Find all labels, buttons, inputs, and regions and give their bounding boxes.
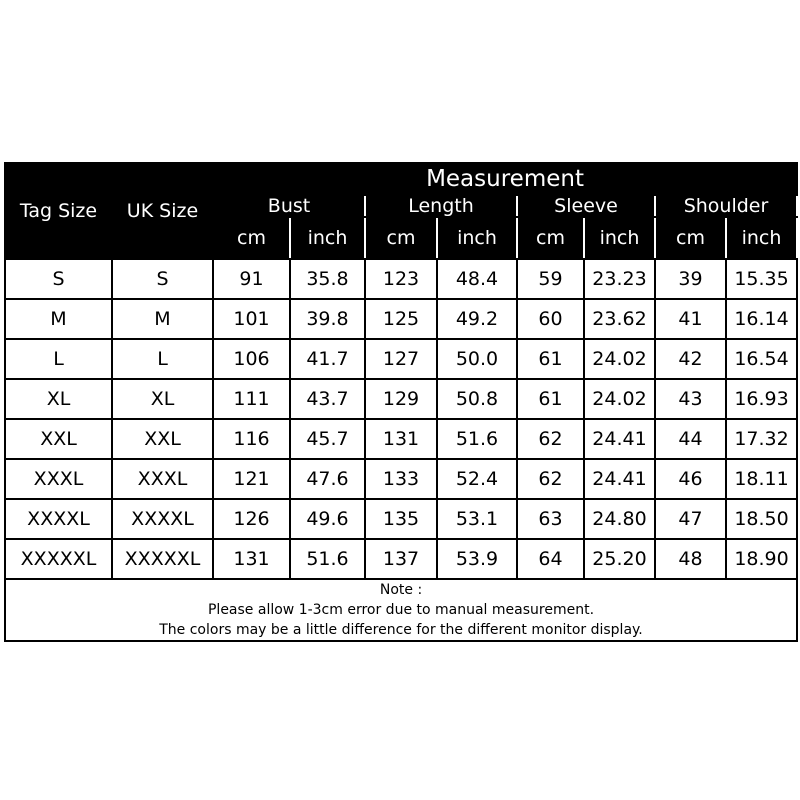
- length-header: Length: [365, 195, 517, 217]
- note-row: [5, 579, 797, 641]
- unit-header: cm: [655, 217, 726, 259]
- tag-size-header: Tag Size: [5, 163, 112, 259]
- shoulder-header: Shoulder: [655, 195, 797, 217]
- note-cell: [5, 579, 797, 641]
- measurement-cell: 125: [365, 299, 437, 339]
- table-row: [5, 259, 797, 299]
- measurement-cell: 47.6: [290, 459, 365, 499]
- bust-header: Bust: [213, 195, 365, 217]
- tag-size-cell: S: [5, 259, 112, 299]
- measurement-cell: 63: [517, 499, 584, 539]
- measurement-cell: 35.8: [290, 259, 365, 299]
- measurement-cell: 61: [517, 339, 584, 379]
- measurement-cell: 129: [365, 379, 437, 419]
- uk-size-cell: XXXL: [112, 459, 213, 499]
- measurement-cell: 131: [213, 539, 290, 579]
- unit-header: inch: [726, 217, 797, 259]
- table-row: [5, 459, 797, 499]
- measurement-cell: 126: [213, 499, 290, 539]
- size-chart: [4, 162, 796, 661]
- measurement-cell: 18.50: [726, 499, 797, 539]
- tag-size-cell: XXXXXL: [5, 539, 112, 579]
- measurement-cell: 91: [213, 259, 290, 299]
- size-table: [4, 162, 798, 642]
- measurement-cell: 49.6: [290, 499, 365, 539]
- measurement-cell: 111: [213, 379, 290, 419]
- measurement-cell: 50.0: [437, 339, 517, 379]
- tag-size-cell: M: [5, 299, 112, 339]
- unit-header: inch: [584, 217, 655, 259]
- measurement-cell: 43: [655, 379, 726, 419]
- measurement-cell: 135: [365, 499, 437, 539]
- measurement-cell: 41.7: [290, 339, 365, 379]
- table-body: [5, 259, 797, 579]
- measurement-cell: 47: [655, 499, 726, 539]
- measurement-cell: 16.14: [726, 299, 797, 339]
- unit-header: cm: [365, 217, 437, 259]
- measurement-cell: 50.8: [437, 379, 517, 419]
- measurement-cell: 39.8: [290, 299, 365, 339]
- unit-header: cm: [213, 217, 290, 259]
- measurement-cell: 59: [517, 259, 584, 299]
- measurement-cell: 44: [655, 419, 726, 459]
- note-line: Please allow 1-3cm error due to manual measurement.: [207, 602, 595, 618]
- measurement-cell: 16.54: [726, 339, 797, 379]
- measurement-cell: 116: [213, 419, 290, 459]
- table-row: [5, 419, 797, 459]
- measurement-cell: 43.7: [290, 379, 365, 419]
- unit-header: inch: [290, 217, 365, 259]
- measurement-cell: 17.32: [726, 419, 797, 459]
- measurement-cell: 39: [655, 259, 726, 299]
- measurement-cell: 62: [517, 459, 584, 499]
- measurement-cell: 62: [517, 419, 584, 459]
- uk-size-cell: M: [112, 299, 213, 339]
- measurement-cell: 133: [365, 459, 437, 499]
- note-title: Note :: [379, 582, 423, 598]
- tag-size-cell: L: [5, 339, 112, 379]
- measurement-cell: 127: [365, 339, 437, 379]
- measurement-cell: 53.9: [437, 539, 517, 579]
- measurement-cell: 101: [213, 299, 290, 339]
- table-row: [5, 379, 797, 419]
- measurement-cell: 137: [365, 539, 437, 579]
- measurement-cell: 25.20: [584, 539, 655, 579]
- measurement-cell: 15.35: [726, 259, 797, 299]
- measurement-cell: 106: [213, 339, 290, 379]
- measurement-cell: 52.4: [437, 459, 517, 499]
- measurement-cell: 24.80: [584, 499, 655, 539]
- table-row: [5, 299, 797, 339]
- measurement-cell: 24.41: [584, 419, 655, 459]
- tag-size-cell: XXXL: [5, 459, 112, 499]
- measurement-cell: 51.6: [290, 539, 365, 579]
- header-row-measurement: [5, 163, 797, 195]
- table-row: [5, 539, 797, 579]
- measurement-cell: 41: [655, 299, 726, 339]
- measurement-cell: 61: [517, 379, 584, 419]
- note-line: The colors may be a little difference for the different monitor display.: [159, 622, 643, 638]
- uk-size-cell: L: [112, 339, 213, 379]
- table-row: [5, 499, 797, 539]
- measurement-cell: 24.02: [584, 339, 655, 379]
- measurement-cell: 24.41: [584, 459, 655, 499]
- measurement-cell: 45.7: [290, 419, 365, 459]
- table-row: [5, 339, 797, 379]
- measurement-cell: 60: [517, 299, 584, 339]
- uk-size-cell: XXXXL: [112, 499, 213, 539]
- sleeve-header: Sleeve: [517, 195, 655, 217]
- measurement-cell: 23.62: [584, 299, 655, 339]
- measurement-cell: 123: [365, 259, 437, 299]
- measurement-cell: 48: [655, 539, 726, 579]
- measurement-cell: 48.4: [437, 259, 517, 299]
- uk-size-cell: S: [112, 259, 213, 299]
- measurement-cell: 51.6: [437, 419, 517, 459]
- tag-size-cell: XXXXL: [5, 499, 112, 539]
- unit-header: inch: [437, 217, 517, 259]
- uk-size-cell: XXL: [112, 419, 213, 459]
- tag-size-cell: XXL: [5, 419, 112, 459]
- measurement-cell: 16.93: [726, 379, 797, 419]
- measurement-header: Measurement: [213, 163, 797, 195]
- tag-size-cell: XL: [5, 379, 112, 419]
- uk-size-header: UK Size: [112, 163, 213, 259]
- uk-size-cell: XL: [112, 379, 213, 419]
- measurement-cell: 49.2: [437, 299, 517, 339]
- measurement-cell: 18.90: [726, 539, 797, 579]
- measurement-cell: 121: [213, 459, 290, 499]
- measurement-cell: 23.23: [584, 259, 655, 299]
- measurement-cell: 64: [517, 539, 584, 579]
- uk-size-cell: XXXXXL: [112, 539, 213, 579]
- measurement-cell: 24.02: [584, 379, 655, 419]
- measurement-cell: 53.1: [437, 499, 517, 539]
- measurement-cell: 46: [655, 459, 726, 499]
- measurement-cell: 131: [365, 419, 437, 459]
- measurement-cell: 42: [655, 339, 726, 379]
- unit-header: cm: [517, 217, 584, 259]
- measurement-cell: 18.11: [726, 459, 797, 499]
